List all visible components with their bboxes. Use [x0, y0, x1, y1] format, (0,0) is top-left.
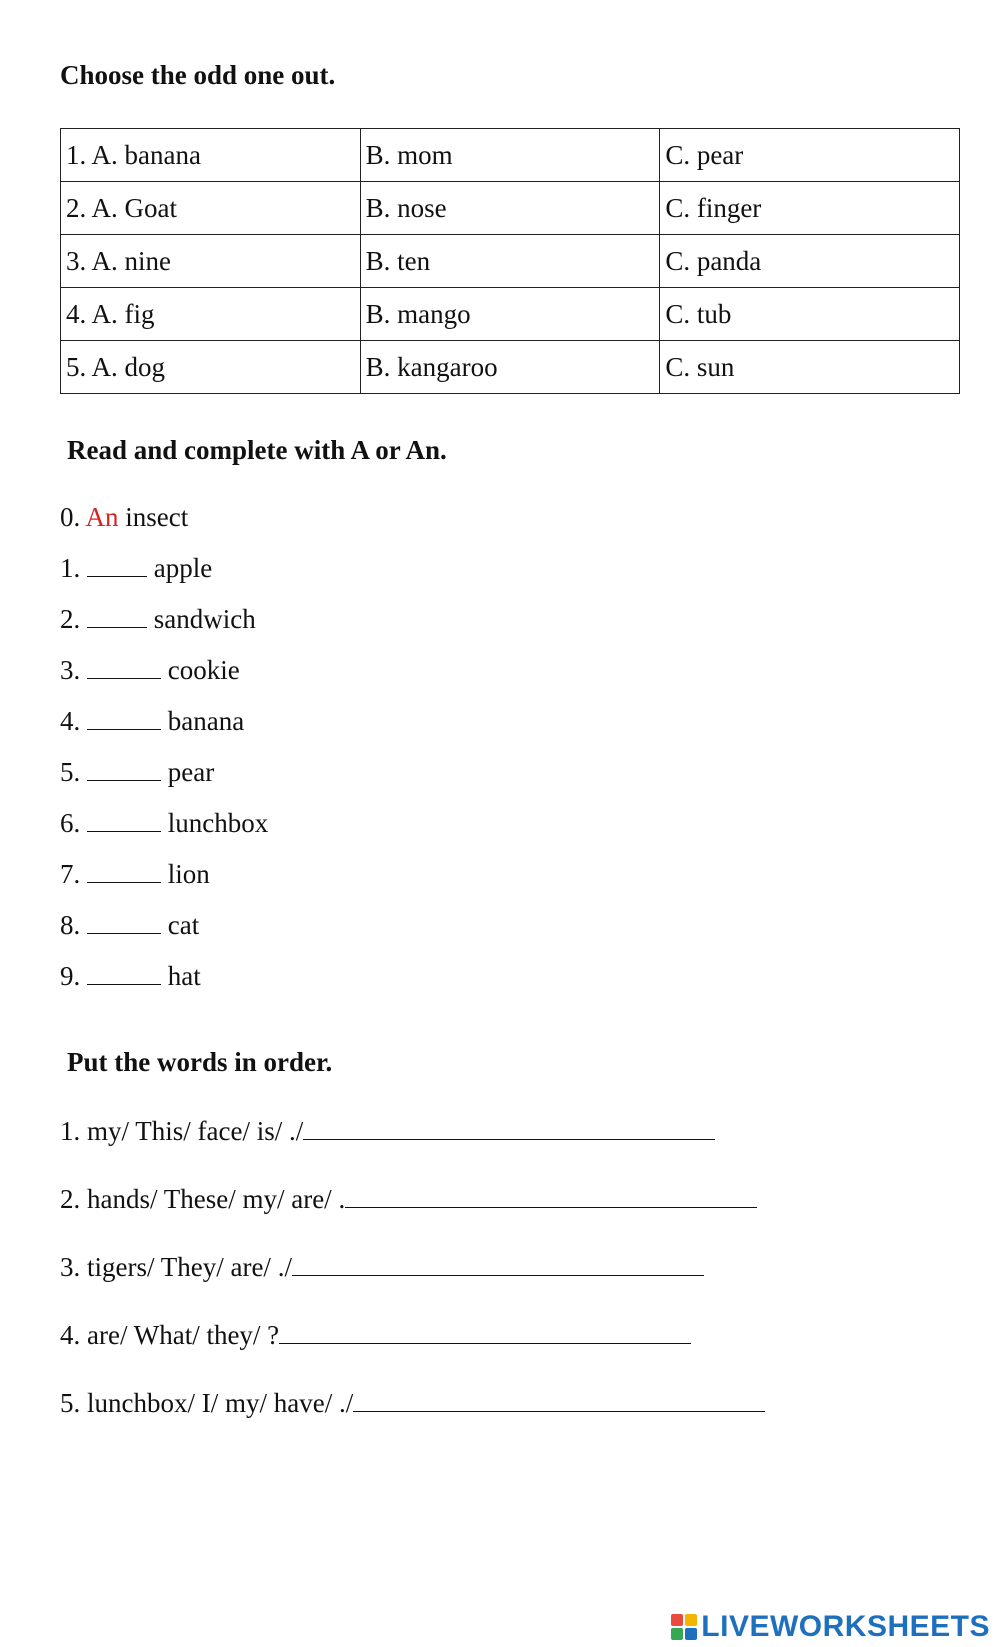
- list-item: [60, 1388, 765, 1419]
- section1-heading: Choose the odd one out.: [60, 60, 336, 90]
- item-word: lunchbox: [167, 808, 269, 838]
- list-item: [60, 1252, 704, 1283]
- list-item: [60, 1184, 757, 1215]
- list-item: [60, 757, 214, 788]
- table-cell: C. pear: [660, 129, 960, 182]
- list-item: [60, 553, 212, 584]
- scrambled-words: 1. my/ This/ face/ is/ ./: [60, 1116, 304, 1146]
- answer-blank[interactable]: [87, 605, 147, 628]
- item-number: 9.: [60, 961, 81, 991]
- section2-heading: Read and complete with A or An.: [67, 435, 447, 465]
- table-cell: B. nose: [360, 182, 660, 235]
- answer-line[interactable]: [292, 1253, 704, 1276]
- item-number: 6.: [60, 808, 81, 838]
- item-word: insect: [125, 502, 189, 532]
- scrambled-words: 2. hands/ These/ my/ are/ .: [60, 1184, 346, 1214]
- answer-line[interactable]: [303, 1117, 715, 1140]
- answer-blank[interactable]: [87, 962, 161, 985]
- table-cell: 2. A. Goat: [61, 182, 361, 235]
- list-item: [60, 961, 201, 992]
- item-number: 5.: [60, 757, 81, 787]
- item-word: hat: [167, 961, 201, 991]
- liveworksheets-brand: [671, 1610, 990, 1644]
- item-word: lion: [167, 859, 210, 889]
- example-answer: An: [85, 502, 119, 532]
- item-number: 3.: [60, 655, 81, 685]
- answer-blank[interactable]: [87, 707, 161, 730]
- list-item: [60, 655, 240, 686]
- item-number: 0.: [60, 502, 81, 532]
- answer-blank[interactable]: [87, 911, 161, 934]
- item-word: sandwich: [153, 604, 256, 634]
- item-number: 8.: [60, 910, 81, 940]
- list-item: [60, 1116, 715, 1147]
- table-row: [61, 341, 960, 394]
- table-cell: 3. A. nine: [61, 235, 361, 288]
- table-cell: 1. A. banana: [61, 129, 361, 182]
- table-cell: C. panda: [660, 235, 960, 288]
- brand-name: LIVEWORKSHEETS: [701, 1610, 990, 1643]
- table-row: [61, 182, 960, 235]
- item-word: banana: [167, 706, 245, 736]
- example-item: [60, 502, 188, 533]
- item-word: cookie: [167, 655, 240, 685]
- answer-blank[interactable]: [87, 758, 161, 781]
- table-cell: C. sun: [660, 341, 960, 394]
- answer-blank[interactable]: [87, 860, 161, 883]
- answer-blank[interactable]: [87, 656, 161, 679]
- table-cell: B. mango: [360, 288, 660, 341]
- item-number: 4.: [60, 706, 81, 736]
- table-row: [61, 235, 960, 288]
- section3-heading: Put the words in order.: [67, 1047, 333, 1077]
- item-number: 7.: [60, 859, 81, 889]
- odd-one-out-table: [60, 128, 960, 394]
- list-item: [60, 859, 210, 890]
- answer-blank[interactable]: [87, 809, 161, 832]
- table-cell: B. ten: [360, 235, 660, 288]
- liveworksheets-logo-icon: [671, 1614, 697, 1640]
- answer-line[interactable]: [345, 1185, 757, 1208]
- table-cell: B. mom: [360, 129, 660, 182]
- item-word: pear: [167, 757, 215, 787]
- table-cell: B. kangaroo: [360, 341, 660, 394]
- list-item: [60, 808, 268, 839]
- answer-blank[interactable]: [87, 554, 147, 577]
- item-word: cat: [167, 910, 200, 940]
- list-item: [60, 604, 256, 635]
- item-number: 2.: [60, 604, 81, 634]
- item-word: apple: [153, 553, 213, 583]
- list-item: [60, 910, 199, 941]
- table-cell: C. tub: [660, 288, 960, 341]
- table-cell: C. finger: [660, 182, 960, 235]
- scrambled-words: 4. are/ What/ they/ ?: [60, 1320, 280, 1350]
- answer-line[interactable]: [279, 1321, 691, 1344]
- table-row: [61, 288, 960, 341]
- scrambled-words: 5. lunchbox/ I/ my/ have/ ./: [60, 1388, 354, 1418]
- table-cell: 5. A. dog: [61, 341, 361, 394]
- scrambled-words: 3. tigers/ They/ are/ ./: [60, 1252, 292, 1282]
- table-row: [61, 129, 960, 182]
- answer-line[interactable]: [353, 1389, 765, 1412]
- list-item: [60, 706, 244, 737]
- table-cell: 4. A. fig: [61, 288, 361, 341]
- list-item: [60, 1320, 691, 1351]
- item-number: 1.: [60, 553, 81, 583]
